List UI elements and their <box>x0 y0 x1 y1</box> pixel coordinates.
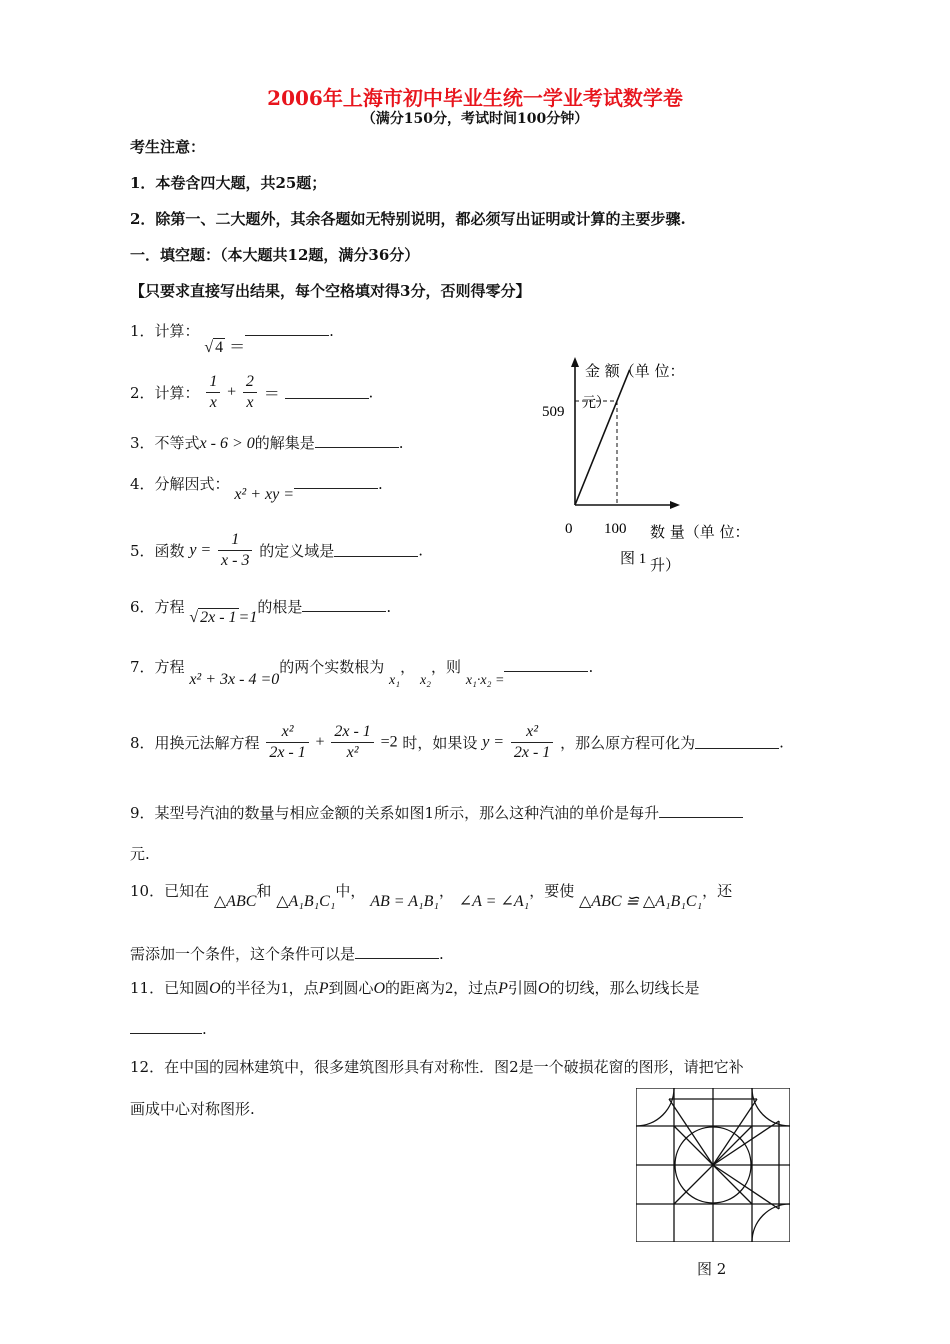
notice-item-1: 1．本卷含四大题，共25题； <box>130 174 327 192</box>
q7-then: ，则 <box>431 658 462 676</box>
spoke-right-bottom <box>713 1165 779 1209</box>
section-instruction: 【只要求直接写出结果，每个空格填对得3分，否则得零分】 <box>130 282 531 300</box>
q3-expr: x - 6 > 0 <box>199 435 255 452</box>
q2-den-1: x <box>209 394 217 411</box>
q2-answer-blank[interactable] <box>285 386 369 399</box>
q2-num-2: 2 <box>243 372 257 393</box>
q11-text-c: ，点 <box>288 979 319 997</box>
q5-tail: 的定义域是 <box>259 542 335 560</box>
spoke-top-left <box>669 1099 713 1165</box>
q9-line-1: 9．某型号汽油的数量与相应金额的关系如图1所示，那么这种汽油的单价是每升 <box>130 804 660 822</box>
question-8: 8．用换元法解方程 $\frac{\text{x²}}{2x - 1}$ + $\frac{2x - 1}{\text{x²}}$ =2 时，如果设 y = $\frac{\text{x²}}{2x - 1}$ ，那么原方程可化为 . <box>130 723 784 761</box>
q1-label: 1．计算： <box>130 322 200 340</box>
q3-tail: 的解集是 <box>254 434 315 452</box>
q8-rhs: =2 <box>380 733 398 751</box>
q6-label: 6．方程 <box>130 598 185 616</box>
notice-item-2: 2．除第一、二大题外，其余各题如无特别说明，都必须写出证明或计算的主要步骤. <box>130 210 686 228</box>
q5-label: 5．函数 <box>130 542 185 560</box>
q11-answer-blank[interactable] <box>130 1021 202 1034</box>
q8-answer-blank[interactable] <box>695 736 779 749</box>
y-axis-unit: 元） <box>582 395 610 411</box>
q10-and: 和 <box>256 882 272 900</box>
q7-comma: ， <box>400 658 416 676</box>
q11-point-p: P <box>318 980 329 997</box>
q11-circle-o-2: O <box>373 980 386 997</box>
q11-text-d: 到圆心 <box>328 979 374 997</box>
corner-arc-top-right <box>752 1088 790 1126</box>
figure-1-chart <box>540 355 770 585</box>
q11-text-a: 11．已知圆 <box>130 979 210 997</box>
q8-plus: + <box>315 733 325 751</box>
corner-arc-bottom-right <box>752 1204 790 1242</box>
q9-answer-blank[interactable] <box>659 805 743 818</box>
question-2: 2．计算： $\frac{1}{x}$ + $\frac{2}{x}$ ＝ . <box>130 373 374 411</box>
q8-num-2: 2x - 1 <box>331 722 373 743</box>
question-11 <box>130 977 699 998</box>
spoke-top-right <box>713 1099 757 1165</box>
q5-den: x - 3 <box>221 552 250 569</box>
q10-congruence: △ABC ≌ △A₁B₁C₁ <box>578 893 703 910</box>
q10-tail: ，还 <box>702 882 733 900</box>
section-heading: 一．填空题：（本大题共12题，满分36分） <box>130 246 420 264</box>
q10-answer-blank[interactable] <box>355 946 439 959</box>
corner-arc-top-left <box>636 1088 674 1126</box>
price-line <box>575 370 630 505</box>
notice-heading: 考生注意： <box>130 138 206 156</box>
q12-line-2: 画成中心对称图形. <box>130 1100 255 1118</box>
q5-num: 1 <box>218 530 252 551</box>
q11-line-2: . <box>130 1020 207 1038</box>
q4-expr: x² + xy = <box>234 486 295 503</box>
q8-num-3: x² <box>511 722 553 743</box>
q11-text-b: 的半径为 <box>220 979 281 997</box>
q11-text-h: 的切线，那么切线长是 <box>549 979 700 997</box>
q4-answer-blank[interactable] <box>294 476 378 489</box>
figure-1-caption: 图 1 <box>620 551 647 567</box>
q10-mid: 中， <box>335 882 366 900</box>
q8-y: y = <box>482 733 505 751</box>
q4-label: 4．分解因式： <box>130 475 230 493</box>
q10-condition-1: AB = A₁B₁ <box>370 893 439 910</box>
q7-x1: x₁ <box>389 673 401 688</box>
q10-triangle-1: △ABC <box>213 893 257 910</box>
q7-x2: x₂ <box>419 673 432 688</box>
q1-answer-blank[interactable] <box>245 323 329 336</box>
q1-eq: ＝ <box>229 339 246 356</box>
q2-den-2: x <box>246 394 254 411</box>
q11-point-p-2: P <box>498 980 508 997</box>
question-5: 5．函数 y = $\frac{1}{x - 3}$ 的定义域是 . <box>130 531 424 569</box>
question-7: 7．方程 x² + 3x - 4 =0的两个实数根为 x₁， x₂，则 x₁·x₂ =. <box>130 658 594 688</box>
question-4: 4．分解因式： x² + xy =. <box>130 475 383 503</box>
q8-den-3: 2x - 1 <box>513 744 551 761</box>
q3-answer-blank[interactable] <box>315 435 399 448</box>
q3-label: 3．不等式 <box>130 434 200 452</box>
q11-text-f: ，过点 <box>453 979 499 997</box>
question-3: 3．不等式x - 6 > 0的解集是 . <box>130 434 404 452</box>
q8-tail: ，那么原方程可化为 <box>560 734 696 752</box>
q8-label: 8．用换元法解方程 <box>130 734 260 752</box>
q10-condition-2: ∠A = ∠A₁ <box>458 893 530 910</box>
y-axis-arrow <box>571 357 579 367</box>
y-axis-label: 金 额（单 位： <box>585 362 685 380</box>
q8-den-2: x² <box>346 744 359 761</box>
q8-num-1: x² <box>266 722 308 743</box>
origin-label: 0 <box>565 521 573 537</box>
x-axis-arrow <box>670 501 680 509</box>
q10-line-2: 需添加一个条件，这个条件可以是 <box>130 945 356 963</box>
q6-radicand: 2x - 1 <box>200 609 237 626</box>
q7-product: x₁·x₂ = <box>465 673 505 688</box>
x-axis-unit: 升） <box>650 556 681 574</box>
q7-label: 7．方程 <box>130 658 185 676</box>
q7-mid: 的两个实数根为 <box>279 658 385 676</box>
q8-mid: 时，如果设 <box>402 734 478 752</box>
page-subtitle: （满分150分，考试时间100分钟） <box>361 111 589 127</box>
q6-tail: 的根是 <box>257 598 303 616</box>
q1-radicand: 4 <box>215 339 224 356</box>
q11-text-e: 的距离为 <box>385 979 446 997</box>
x-tick-100: 100 <box>604 521 627 537</box>
y-tick-509: 509 <box>542 404 565 420</box>
q9-line-2: 元. <box>130 845 150 863</box>
q11-circle-o: O <box>209 980 221 997</box>
figure-2-lattice-window <box>634 1086 794 1246</box>
q2-label: 2．计算： <box>130 384 200 402</box>
question-1: 1．计算： √ 4 ＝. <box>130 322 334 356</box>
q10-want: ，要使 <box>529 882 575 900</box>
q11-distance: 2 <box>445 980 454 997</box>
q7-answer-blank[interactable] <box>504 659 588 672</box>
q12-line-1: 12．在中国的园林建筑中，很多建筑图形具有对称性．图2是一个破损花窗的图形，请把它补 <box>130 1058 744 1076</box>
page-title: 2006年上海市初中毕业生统一学业考试数学卷 <box>267 86 683 110</box>
q2-plus: + <box>227 383 237 401</box>
q6-answer-blank[interactable] <box>302 599 386 612</box>
q2-num-1: 1 <box>206 372 220 393</box>
q10-sep: ， <box>438 882 454 900</box>
q8-den-1: 2x - 1 <box>269 744 306 761</box>
q10-label: 10．已知在 <box>130 882 210 900</box>
question-9 <box>130 802 743 823</box>
q5-answer-blank[interactable] <box>334 544 418 557</box>
q11-text-g: 引圆 <box>507 979 538 997</box>
figure-2-caption: 图 2 <box>697 1260 727 1278</box>
q11-radius: 1 <box>280 980 289 997</box>
spoke-right-top <box>713 1121 779 1165</box>
q7-expr: x² + 3x - 4 =0 <box>189 671 280 688</box>
question-10-line-2: 需添加一个条件，这个条件可以是 . <box>130 945 444 963</box>
q11-circle-o-3: O <box>537 980 550 997</box>
q5-lhs: y = <box>189 541 212 559</box>
q10-triangle-2: △A₁B₁C₁ <box>276 893 336 910</box>
q2-eq: ＝ <box>263 386 280 403</box>
q6-rhs: =1 <box>238 609 258 626</box>
x-axis-label: 数 量（单 位： <box>650 523 750 541</box>
question-6: 6．方程 √ 2x - 1 =1的根是 . <box>130 598 392 626</box>
question-10 <box>130 880 733 910</box>
